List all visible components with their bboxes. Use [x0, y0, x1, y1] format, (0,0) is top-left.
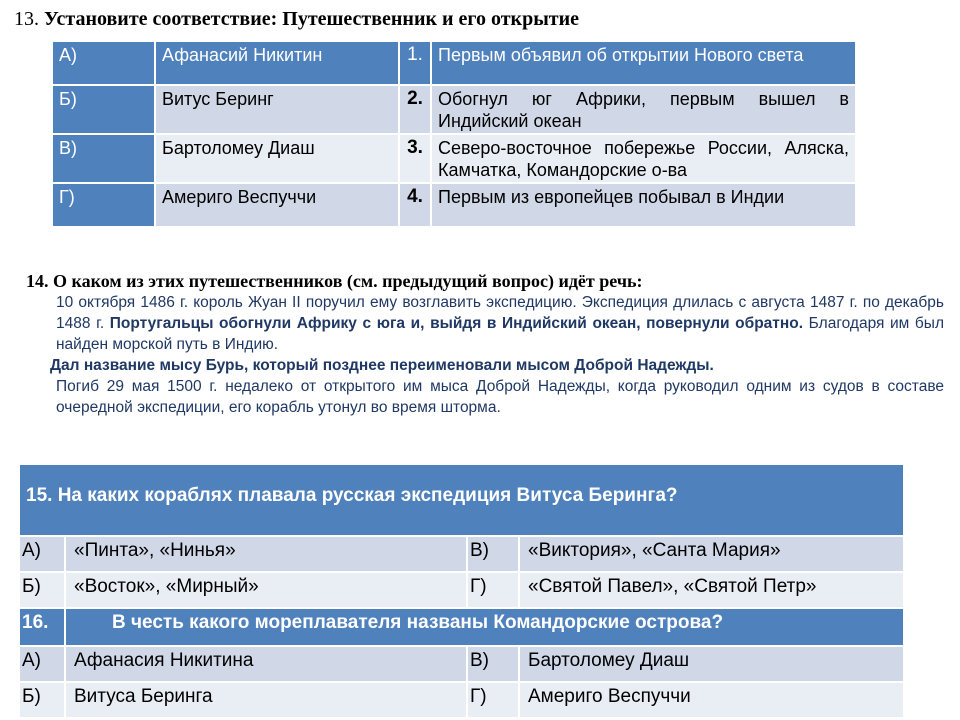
table-row	[19, 536, 904, 572]
option-text[interactable]: «Пинта», «Нинья»	[65, 536, 467, 572]
row-letter: В)	[52, 134, 155, 183]
traveler-name: Америго Веспуччи	[155, 183, 399, 227]
table-row	[52, 134, 856, 183]
option-text[interactable]: «Восток», «Мирный»	[65, 572, 467, 608]
row-letter: Б)	[52, 85, 155, 134]
traveler-name: Бартоломеу Диаш	[155, 134, 399, 183]
q14-paragraph-3: Погиб 29 мая 1500 г. недалеко от открытого им мыса Доброй Надежды, когда руководил одним из судов в составе очередной экспедиции, его корабль утонул во время шторма.	[56, 378, 944, 416]
discovery-number: 1.	[399, 41, 431, 85]
table-row	[52, 41, 856, 85]
discovery-text: Обогнул юг Африки, первым вышел в Индийский океан	[431, 85, 856, 134]
option-text[interactable]: Афанасия Никитина	[65, 646, 467, 682]
q14-paragraph-2	[24, 355, 944, 376]
q16-number: 16.	[19, 608, 65, 646]
option-text[interactable]: Бартоломеу Диаш	[519, 646, 904, 682]
table-row	[19, 682, 904, 718]
q14-p1-a: 10 октября 1486 г. король Жуан II поручил ему возглавить экспедицию. Экспедиция длилась с августа 1487 г. по декабрь 1488 г.	[56, 294, 944, 332]
q16-table	[18, 607, 905, 719]
discovery-number: 3.	[399, 134, 431, 183]
discovery-text: Первым объявил об открытии Нового света	[431, 41, 856, 85]
table-row	[19, 572, 904, 608]
q16-question: В честь какого мореплавателя названы Командорские острова?	[65, 608, 904, 646]
option-letter: Б)	[19, 682, 65, 718]
option-letter: А)	[19, 646, 65, 682]
q13-number: 13.	[14, 8, 39, 30]
table-row	[52, 85, 856, 134]
q14-paragraph-1	[24, 292, 944, 355]
q14-section	[24, 271, 944, 418]
q13-matching-table	[51, 40, 857, 228]
traveler-name: Афанасий Никитин	[155, 41, 399, 85]
table-row	[19, 646, 904, 682]
option-letter: Г)	[467, 682, 519, 718]
q15-table	[18, 463, 905, 609]
discovery-text: Северо-восточное побережье России, Аляска, Камчатка, Командорские о-ва	[431, 134, 856, 183]
option-letter: В)	[467, 536, 519, 572]
row-letter: А)	[52, 41, 155, 85]
q14-text	[24, 292, 944, 418]
option-letter: Б)	[19, 572, 65, 608]
option-letter: В)	[467, 646, 519, 682]
q15-question-row	[19, 464, 904, 536]
option-letter: А)	[19, 536, 65, 572]
q13-title-text: Установите соответствие: Путешественник и его открытие	[44, 8, 580, 30]
q13-title	[14, 8, 579, 31]
discovery-number: 2.	[399, 85, 431, 134]
q14-p2: Дал название мысу Бурь, который позднее переименовали мысом Доброй Надежды.	[50, 357, 714, 374]
option-letter: Г)	[467, 572, 519, 608]
discovery-number: 4.	[399, 183, 431, 227]
option-text[interactable]: Витуса Беринга	[65, 682, 467, 718]
table-row	[52, 183, 856, 227]
q15-question: 15. На каких кораблях плавала русская экспедиция Витуса Беринга?	[19, 464, 904, 536]
q14-title: 14. О каком из этих путешественников (см. предыдущий вопрос) идёт речь:	[26, 271, 643, 291]
q14-p1-c: Благодаря им был найден морской путь в Индию.	[56, 315, 944, 353]
discovery-text: Первым из европейцев побывал в Индии	[431, 183, 856, 227]
q14-p1-b: Португальцы обогнули Африку с юга и, выйдя в Индийский океан, повернули обратно.	[109, 315, 804, 332]
option-text[interactable]: «Виктория», «Санта Мария»	[519, 536, 904, 572]
q16-question-row	[19, 608, 904, 646]
option-text[interactable]: Америго Веспуччи	[519, 682, 904, 718]
traveler-name: Витус Беринг	[155, 85, 399, 134]
option-text[interactable]: «Святой Павел», «Святой Петр»	[519, 572, 904, 608]
row-letter: Г)	[52, 183, 155, 227]
